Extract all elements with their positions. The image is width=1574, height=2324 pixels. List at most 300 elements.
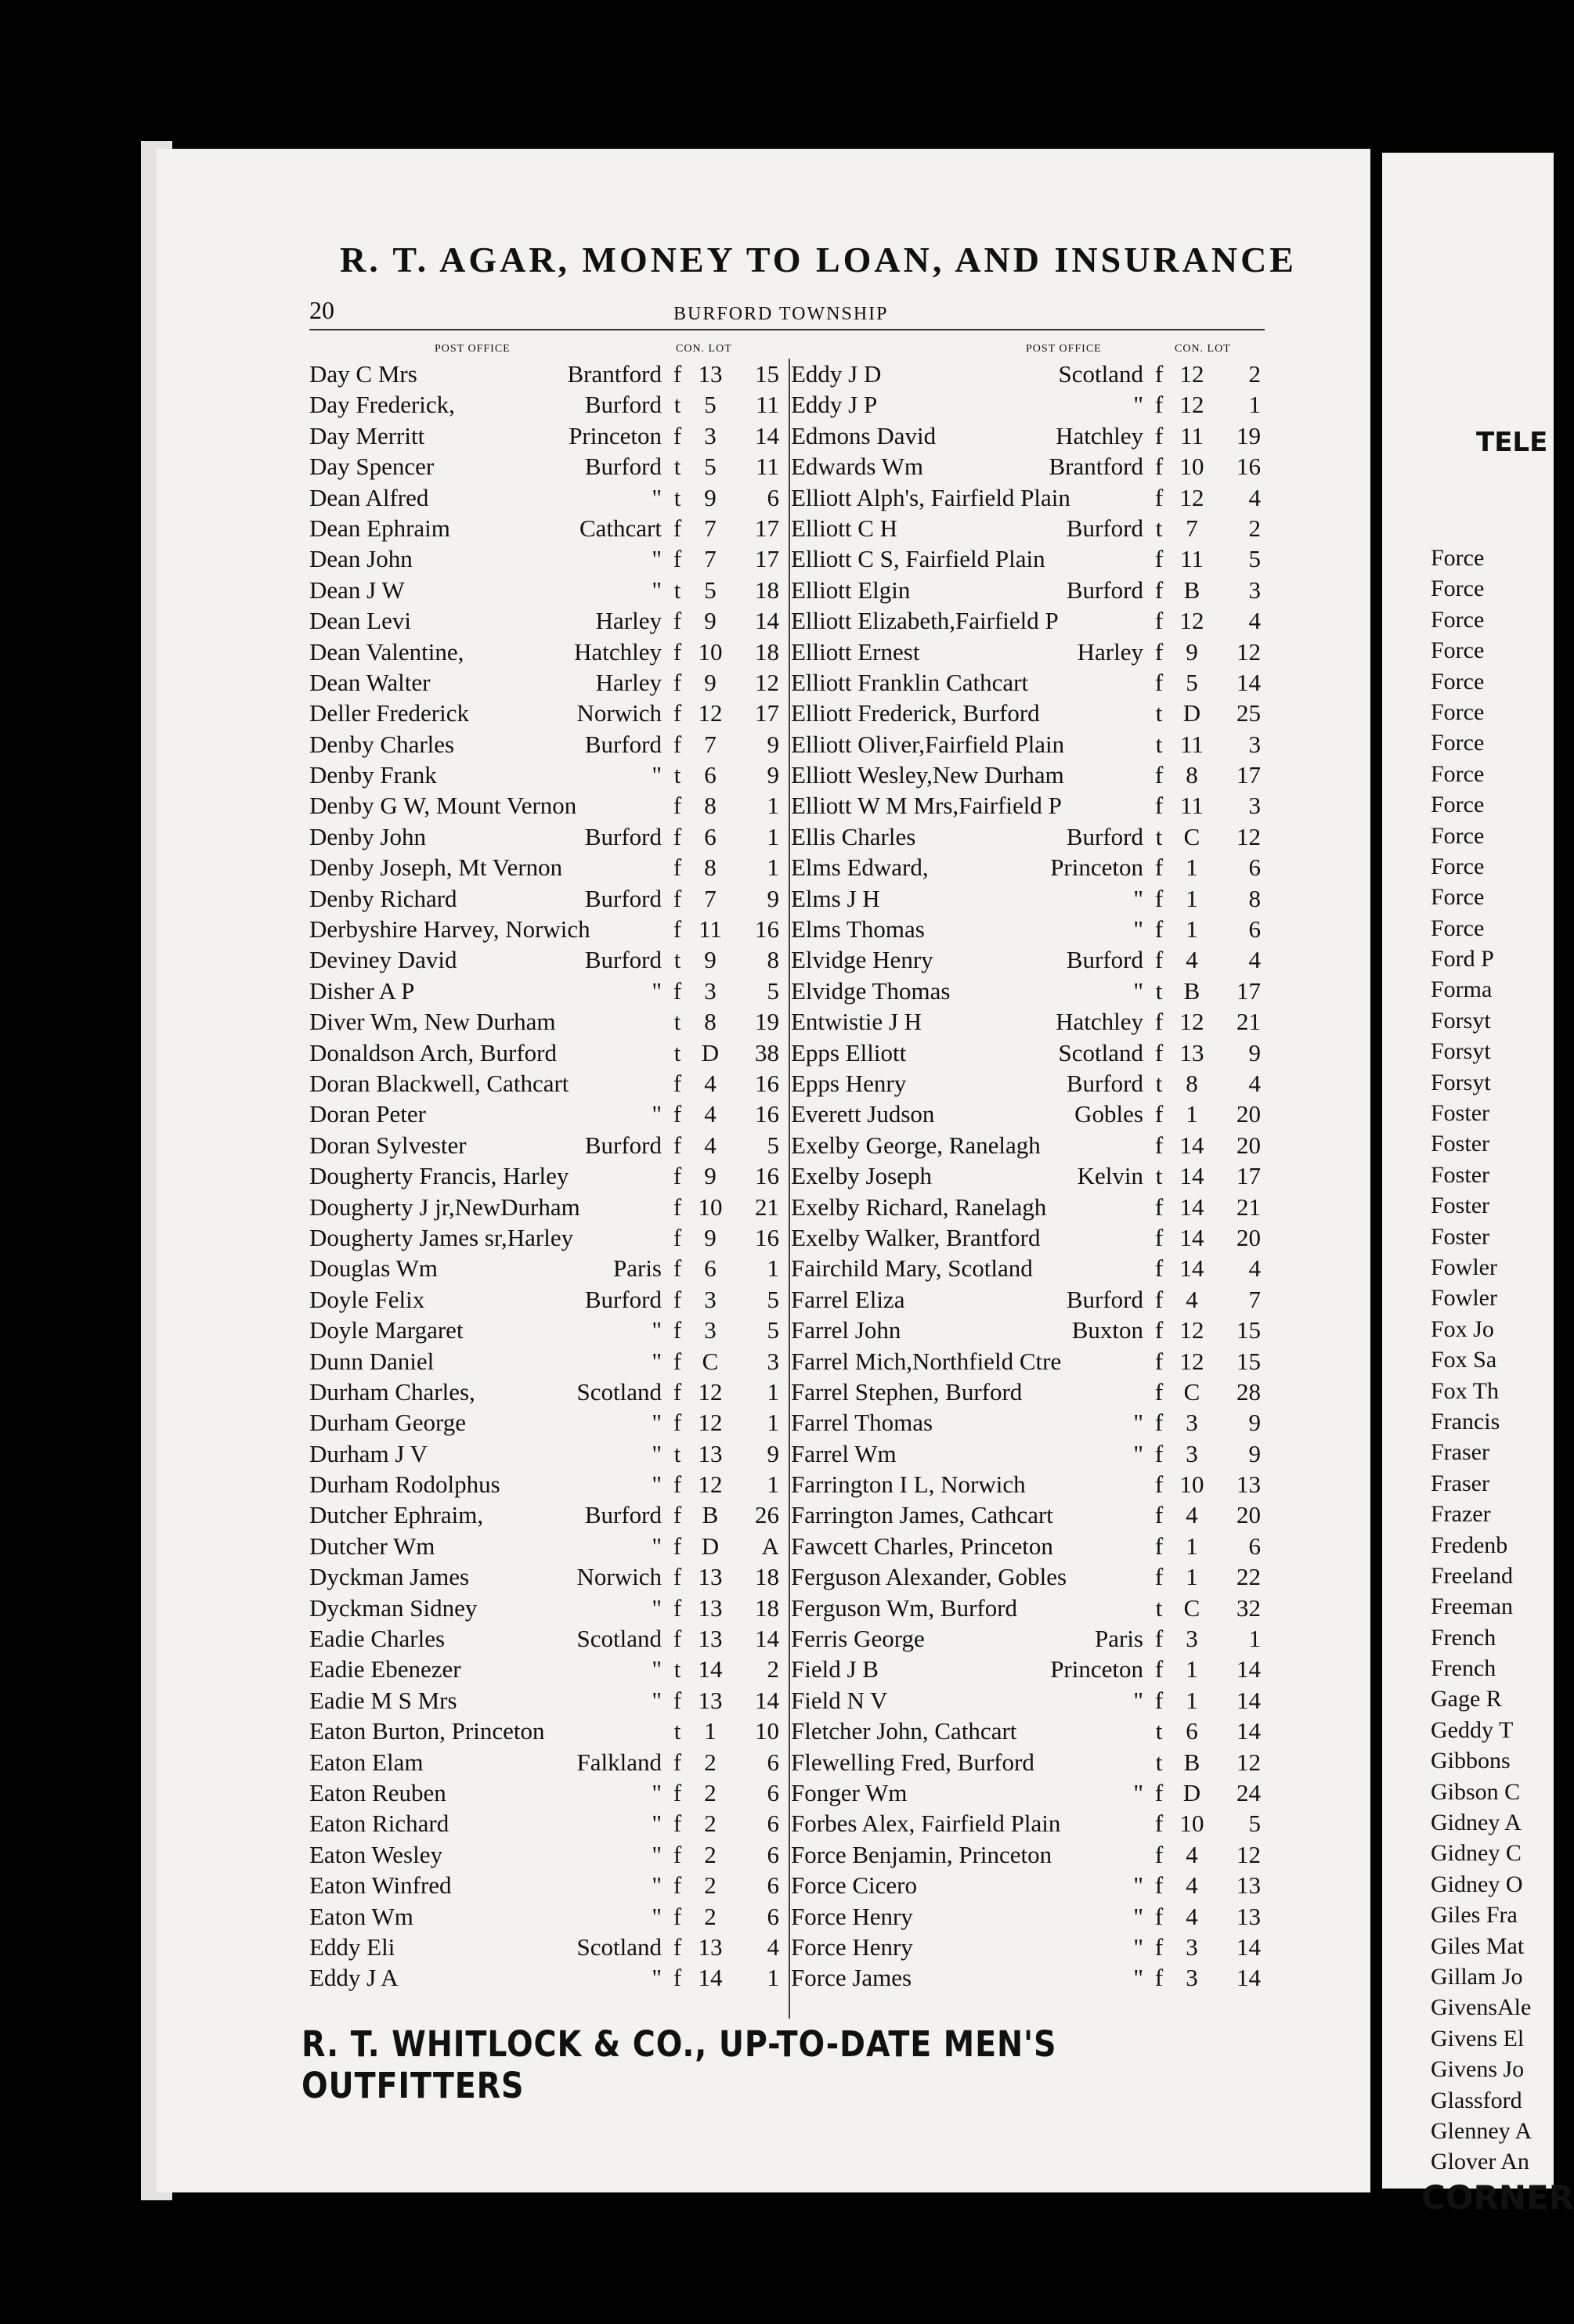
entry-post-office: " — [1133, 1686, 1143, 1714]
entry-post-office: Norwich — [576, 1563, 662, 1591]
entry-post-office: Burford — [1066, 946, 1143, 974]
entry-lot: 26 — [755, 1501, 779, 1529]
directory-entry — [309, 698, 779, 728]
directory-entry — [309, 1315, 779, 1345]
entry-tenure: f — [1154, 1501, 1164, 1529]
directory-entry — [309, 1561, 779, 1592]
entry-post-office: Burford — [1066, 514, 1143, 542]
entry-lot: 14 — [755, 1625, 779, 1653]
entry-concession: 11 — [1180, 545, 1204, 573]
directory-entry — [309, 1469, 779, 1499]
entry-name: Farrington James, Cathcart — [791, 1501, 1053, 1529]
entry-tenure: f — [1154, 1316, 1164, 1344]
entry-concession: B — [702, 1501, 719, 1529]
entry-lot: 9 — [767, 761, 779, 789]
facing-page-entry: Force — [1431, 822, 1485, 849]
entry-concession: 9 — [704, 483, 717, 511]
directory-entry — [791, 1377, 1261, 1407]
left-column — [309, 335, 779, 1994]
entry-lot: 32 — [1236, 1593, 1261, 1622]
entry-name: Elliott C S, Fairfield Plain — [791, 545, 1045, 573]
directory-entry — [309, 1623, 779, 1654]
entry-tenure: f — [1154, 761, 1164, 789]
entry-name: Eaton Winfred — [309, 1871, 452, 1900]
directory-entry — [309, 1747, 779, 1777]
entry-post-office: Falkland — [576, 1748, 662, 1776]
entry-tenure: t — [673, 576, 681, 604]
entry-lot: 5 — [767, 1316, 779, 1344]
directory-entry — [791, 1932, 1261, 1962]
entry-lot: 13 — [1236, 1871, 1261, 1900]
directory-entry — [791, 451, 1261, 482]
directory-entry — [309, 1407, 779, 1438]
entry-post-office: " — [652, 1100, 662, 1128]
directory-entry — [791, 1531, 1261, 1561]
directory-entry — [791, 1962, 1261, 1993]
facing-page-entry: Freeman — [1431, 1593, 1513, 1620]
entry-lot: 4 — [1248, 483, 1261, 511]
entry-name: Elliott Elgin — [791, 576, 911, 604]
directory-entry — [309, 1685, 779, 1716]
entry-lot: 15 — [1236, 1347, 1261, 1375]
entry-lot: 2 — [1248, 360, 1261, 388]
entry-name: Farrel John — [791, 1316, 901, 1344]
facing-page-entry: Glassford — [1431, 2087, 1522, 2113]
directory-entry — [791, 1192, 1261, 1222]
entry-lot: 1 — [767, 1377, 779, 1406]
entry-lot: 14 — [1236, 1655, 1261, 1683]
entry-lot: 14 — [1236, 1932, 1261, 1961]
directory-entry — [309, 543, 779, 574]
entry-concession: 7 — [704, 514, 717, 542]
entry-name: Epps Elliott — [791, 1038, 907, 1066]
entry-tenure: f — [673, 545, 682, 573]
entry-name: Ellis Charles — [791, 822, 916, 850]
entry-name: Elms Edward, — [791, 853, 929, 882]
entry-name: Douglas Wm — [309, 1254, 438, 1283]
entry-post-office: " — [652, 1316, 662, 1344]
entry-tenure: f — [673, 1686, 682, 1714]
entry-concession: 6 — [1186, 1717, 1198, 1745]
entry-lot: 1 — [767, 1964, 779, 1992]
entry-name: Farrel Mich,Northfield Ctre — [791, 1347, 1062, 1375]
entry-lot: 1 — [767, 853, 779, 882]
facing-page-entry: Force — [1431, 760, 1485, 787]
directory-entry — [309, 821, 779, 852]
entry-concession: 3 — [1186, 1932, 1198, 1961]
header-rule — [309, 329, 1265, 330]
entry-lot: 19 — [1236, 421, 1261, 449]
entry-name: Field J B — [791, 1655, 879, 1683]
facing-page — [1382, 153, 1574, 2217]
entry-concession: 10 — [1179, 1810, 1204, 1838]
entry-lot: 6 — [767, 1902, 779, 1930]
entry-concession: C — [1183, 1377, 1200, 1406]
directory-entry — [791, 605, 1261, 636]
directory-entry — [791, 1469, 1261, 1499]
directory-entry — [309, 760, 779, 790]
entry-concession: 14 — [698, 1964, 723, 1992]
right-entries — [791, 359, 1261, 1994]
entry-concession: 2 — [704, 1810, 717, 1838]
entry-concession: 13 — [698, 1932, 723, 1961]
directory-entry — [791, 543, 1261, 574]
entry-name: Force Benjamin, Princeton — [791, 1840, 1052, 1868]
entry-lot: 5 — [767, 1131, 779, 1159]
entry-tenure: f — [1154, 1902, 1164, 1930]
entry-post-office: " — [1133, 1964, 1143, 1992]
entry-concession: 1 — [1186, 915, 1198, 944]
entry-name: Dean Walter — [309, 668, 431, 696]
entry-concession: 1 — [1186, 1563, 1198, 1591]
entry-post-office: Harley — [595, 668, 662, 696]
entry-lot: 17 — [755, 699, 779, 727]
entry-name: Dean John — [309, 545, 413, 573]
entry-post-office: " — [652, 1964, 662, 1992]
entry-name: Elliott Franklin Cathcart — [791, 668, 1029, 696]
entry-name: Elliott Wesley,New Durham — [791, 761, 1064, 789]
entry-concession: 7 — [704, 884, 717, 912]
entry-post-office: " — [1133, 391, 1143, 419]
entry-tenure: f — [1154, 668, 1164, 696]
entry-post-office: Princeton — [1050, 853, 1143, 882]
entry-concession: 3 — [704, 1316, 717, 1344]
entry-lot: 8 — [767, 946, 779, 974]
entry-lot: 4 — [767, 1932, 779, 1961]
directory-entry — [791, 1685, 1261, 1716]
entry-lot: 9 — [767, 884, 779, 912]
directory-entry — [309, 1654, 779, 1684]
entry-post-office: Scotland — [576, 1625, 662, 1653]
entry-concession: 3 — [1186, 1439, 1198, 1467]
directory-entry — [791, 1593, 1261, 1623]
facing-page-entry: Force — [1431, 637, 1485, 664]
con-lot-heading: CON. LOT — [676, 343, 732, 355]
entry-concession: 4 — [704, 1100, 717, 1128]
directory-entry — [309, 637, 779, 667]
entry-concession: 9 — [1186, 637, 1198, 666]
directory-entry — [309, 359, 779, 389]
directory-entry — [791, 1006, 1261, 1037]
entry-name: Day Merritt — [309, 421, 425, 449]
right-column-header — [791, 335, 1261, 359]
entry-name: Durham Rodolphus — [309, 1471, 500, 1499]
directory-entry — [309, 1068, 779, 1099]
entry-tenure: f — [1154, 1625, 1164, 1653]
entry-concession: 8 — [1186, 761, 1198, 789]
entry-tenure: t — [1155, 514, 1163, 542]
facing-page-entry: Fox Th — [1431, 1377, 1499, 1404]
directory-entry — [309, 389, 779, 420]
entry-name: Forbes Alex, Fairfield Plain — [791, 1810, 1061, 1838]
entry-concession: 14 — [1179, 1223, 1204, 1251]
directory-entry — [309, 451, 779, 482]
entry-lot: 6 — [767, 1810, 779, 1838]
entry-tenure: f — [1154, 1100, 1164, 1128]
directory-entry — [309, 1531, 779, 1561]
entry-tenure: f — [673, 884, 682, 912]
entry-concession: 13 — [1179, 1038, 1204, 1066]
directory-entry — [309, 1499, 779, 1530]
entry-tenure: f — [673, 1902, 682, 1930]
entry-post-office: " — [1133, 976, 1143, 1005]
entry-name: Day C Mrs — [309, 360, 417, 388]
facing-page-entry: Fowler — [1431, 1254, 1497, 1280]
directory-entry — [309, 1253, 779, 1283]
entry-post-office: " — [652, 976, 662, 1005]
entry-tenure: f — [1154, 607, 1164, 635]
entry-lot: 14 — [755, 421, 779, 449]
entry-concession: 4 — [1186, 1902, 1198, 1930]
directory-entry — [791, 1407, 1261, 1438]
entry-lot: 18 — [755, 1563, 779, 1591]
entry-concession: 3 — [1186, 1409, 1198, 1437]
entry-lot: 2 — [1248, 514, 1261, 542]
entry-lot: 19 — [755, 1008, 779, 1036]
directory-entry — [791, 420, 1261, 451]
entry-tenure: t — [673, 483, 681, 511]
entry-name: Edwards Wm — [791, 453, 924, 481]
facing-page-entry: Freeland — [1431, 1562, 1513, 1589]
entry-tenure: f — [673, 1501, 682, 1529]
entry-lot: 12 — [1236, 637, 1261, 666]
entry-concession: 10 — [698, 1193, 723, 1221]
directory-entry — [791, 852, 1261, 882]
directory-entry — [309, 944, 779, 975]
entry-post-office: Burford — [1066, 1285, 1143, 1313]
entry-name: Elliott Oliver,Fairfield Plain — [791, 730, 1065, 758]
entry-name: Eddy J P — [791, 391, 878, 419]
entry-post-office: Burford — [584, 822, 662, 850]
directory-entry — [309, 883, 779, 914]
facing-page-entry: Glenney A — [1431, 2117, 1532, 2144]
entry-name: Eddy J D — [791, 360, 882, 388]
directory-entry — [791, 513, 1261, 543]
entry-post-office: " — [1133, 884, 1143, 912]
entry-lot: 20 — [1236, 1223, 1261, 1251]
entry-concession: 9 — [704, 1162, 717, 1190]
entry-concession: 5 — [704, 453, 717, 481]
entry-name: Force Henry — [791, 1902, 913, 1930]
entry-post-office: " — [652, 1532, 662, 1560]
directory-entry — [309, 1839, 779, 1870]
entry-name: Epps Henry — [791, 1069, 907, 1097]
entry-concession: 12 — [1179, 607, 1204, 635]
entry-lot: 5 — [1248, 545, 1261, 573]
entry-post-office: " — [1133, 1932, 1143, 1961]
facing-page-entry: Force — [1431, 792, 1485, 818]
entry-tenure: f — [1154, 1563, 1164, 1591]
entry-lot: 6 — [1248, 915, 1261, 944]
entry-concession: B — [1183, 1748, 1200, 1776]
entry-tenure: f — [1154, 884, 1164, 912]
entry-concession: 2 — [704, 1778, 717, 1806]
facing-page-entry: Ford P — [1431, 946, 1494, 973]
entry-lot: 16 — [755, 1100, 779, 1128]
entry-name: Eddy J A — [309, 1964, 399, 1992]
entry-name: Dutcher Wm — [309, 1532, 435, 1560]
facing-page-entry: Force — [1431, 730, 1485, 756]
entry-concession: 1 — [1186, 853, 1198, 882]
page-number: 20 — [309, 296, 334, 324]
entry-concession: D — [701, 1532, 720, 1560]
directory-entry — [791, 821, 1261, 852]
directory-entry — [309, 1099, 779, 1129]
directory-entry — [309, 420, 779, 451]
entry-tenure: f — [673, 1964, 682, 1992]
facing-page-entry: Force — [1431, 576, 1485, 602]
entry-lot: 14 — [1236, 1964, 1261, 1992]
entry-name: Elliott C H — [791, 514, 898, 542]
directory-entry — [309, 914, 779, 944]
directory-entry — [791, 1438, 1261, 1469]
entry-tenure: f — [673, 1471, 682, 1499]
entry-concession: 1 — [1186, 1655, 1198, 1683]
entry-lot: 9 — [767, 730, 779, 758]
entry-tenure: f — [673, 1778, 682, 1806]
facing-page-entry: Fox Sa — [1431, 1347, 1497, 1373]
entry-tenure: f — [1154, 1193, 1164, 1221]
entry-post-office: " — [652, 761, 662, 789]
entry-concession: 1 — [1186, 1100, 1198, 1128]
directory-entry — [309, 1130, 779, 1160]
directory-entry — [309, 1716, 779, 1746]
facing-page-entry: Force — [1431, 668, 1485, 695]
entry-concession: 12 — [698, 1409, 723, 1437]
entry-lot: 12 — [1236, 822, 1261, 850]
post-office-heading: POST OFFICE — [435, 343, 511, 355]
directory-entry — [309, 1038, 779, 1068]
entry-tenure: f — [1154, 545, 1164, 573]
entry-post-office: " — [1133, 1439, 1143, 1467]
entry-lot: 16 — [755, 915, 779, 944]
entry-lot: 1 — [767, 1409, 779, 1437]
entry-concession: 10 — [698, 637, 723, 666]
entry-concession: 8 — [704, 1008, 717, 1036]
entry-name: Dunn Daniel — [309, 1347, 435, 1375]
entry-name: Elliott Ernest — [791, 637, 920, 666]
entry-tenure: t — [1155, 699, 1163, 727]
entry-tenure: f — [673, 1223, 682, 1251]
entry-concession: 13 — [698, 360, 723, 388]
entry-concession: 2 — [704, 1902, 717, 1930]
entry-name: Denby G W, Mount Vernon — [309, 792, 577, 820]
entry-tenure: f — [673, 668, 682, 696]
entry-lot: 6 — [767, 1748, 779, 1776]
directory-entry — [309, 667, 779, 698]
entry-name: Elliott W M Mrs,Fairfield P — [791, 792, 1062, 820]
entry-tenure: f — [673, 1532, 682, 1560]
entry-concession: 13 — [698, 1625, 723, 1653]
entry-tenure: f — [673, 1069, 682, 1097]
entry-post-office: " — [1133, 1778, 1143, 1806]
directory-entry — [791, 1222, 1261, 1253]
directory-entry — [791, 1130, 1261, 1160]
facing-page-entry: Fredenb — [1431, 1532, 1508, 1558]
facing-page-entry: Gidney O — [1431, 1871, 1523, 1897]
entry-tenure: f — [1154, 915, 1164, 944]
entry-tenure: f — [1154, 391, 1164, 419]
facing-page-entry: Gibson C — [1431, 1778, 1521, 1805]
entry-tenure: f — [1154, 637, 1164, 666]
entry-post-office: Burford — [584, 1501, 662, 1529]
entry-post-office: " — [652, 1471, 662, 1499]
entry-concession: 12 — [1179, 391, 1204, 419]
entry-concession: 10 — [1179, 1471, 1204, 1499]
left-column-header — [309, 335, 779, 359]
entry-concession: 4 — [1186, 946, 1198, 974]
entry-name: Denby Frank — [309, 761, 437, 789]
entry-name: Everett Judson — [791, 1100, 935, 1128]
con-lot-heading: CON. LOT — [1175, 343, 1231, 355]
directory-entry — [309, 1160, 779, 1191]
entry-lot: 6 — [767, 1840, 779, 1868]
entry-concession: 2 — [704, 1748, 717, 1776]
entry-tenure: f — [1154, 360, 1164, 388]
entry-name: Fairchild Mary, Scotland — [791, 1254, 1033, 1283]
entry-tenure: f — [1154, 576, 1164, 604]
directory-entry — [791, 575, 1261, 605]
entry-post-office: Hatchley — [1056, 421, 1143, 449]
facing-page-entry: Foster — [1431, 1131, 1489, 1157]
entry-tenure: f — [673, 607, 682, 635]
entry-post-office: " — [652, 1439, 662, 1467]
entry-concession: 1 — [1186, 1686, 1198, 1714]
entry-tenure: f — [1154, 1471, 1164, 1499]
entry-name: Dean Valentine, — [309, 637, 464, 666]
entry-concession: 4 — [1186, 1840, 1198, 1868]
entry-lot: 14 — [755, 607, 779, 635]
entry-name: Farrel Thomas — [791, 1409, 933, 1437]
entry-tenure: f — [673, 1131, 682, 1159]
entry-post-office: Burford — [584, 1285, 662, 1313]
facing-page-entry: Force — [1431, 606, 1485, 633]
entry-concession: 8 — [704, 792, 717, 820]
entry-lot: 1 — [767, 1254, 779, 1283]
entry-name: Force Henry — [791, 1932, 913, 1961]
entry-concession: 4 — [1186, 1501, 1198, 1529]
entry-tenure: f — [673, 915, 682, 944]
entry-concession: 7 — [704, 545, 717, 573]
entry-name: Eaton Elam — [309, 1748, 424, 1776]
entry-name: Deller Frederick — [309, 699, 469, 727]
entry-name: Eaton Reuben — [309, 1778, 446, 1806]
entry-name: Day Spencer — [309, 453, 435, 481]
post-office-heading: POST OFFICE — [1026, 343, 1102, 355]
entry-name: Eaton Richard — [309, 1810, 449, 1838]
entry-name: Elliott Elizabeth,Fairfield P — [791, 607, 1059, 635]
entry-concession: 10 — [1179, 453, 1204, 481]
entry-post-office: Kelvin — [1077, 1162, 1143, 1190]
entry-concession: 12 — [1179, 360, 1204, 388]
entry-tenure: f — [673, 1563, 682, 1591]
entry-lot: 6 — [1248, 1532, 1261, 1560]
entry-concession: 12 — [1179, 483, 1204, 511]
entry-name: Eaton Burton, Princeton — [309, 1717, 545, 1745]
entry-name: Exelby Walker, Brantford — [791, 1223, 1041, 1251]
facing-page-entry: Fraser — [1431, 1439, 1489, 1466]
entry-tenure: f — [673, 1748, 682, 1776]
facing-page-entry: Foster — [1431, 1193, 1489, 1219]
entry-lot: 8 — [1248, 884, 1261, 912]
entry-post-office: Burford — [584, 730, 662, 758]
entry-name: Derbyshire Harvey, Norwich — [309, 915, 590, 944]
entry-post-office: " — [652, 1686, 662, 1714]
directory-entry — [791, 1038, 1261, 1068]
entry-tenure: t — [1155, 1717, 1163, 1745]
entry-name: Flewelling Fred, Burford — [791, 1748, 1034, 1776]
facing-page-entry: Force — [1431, 698, 1485, 725]
